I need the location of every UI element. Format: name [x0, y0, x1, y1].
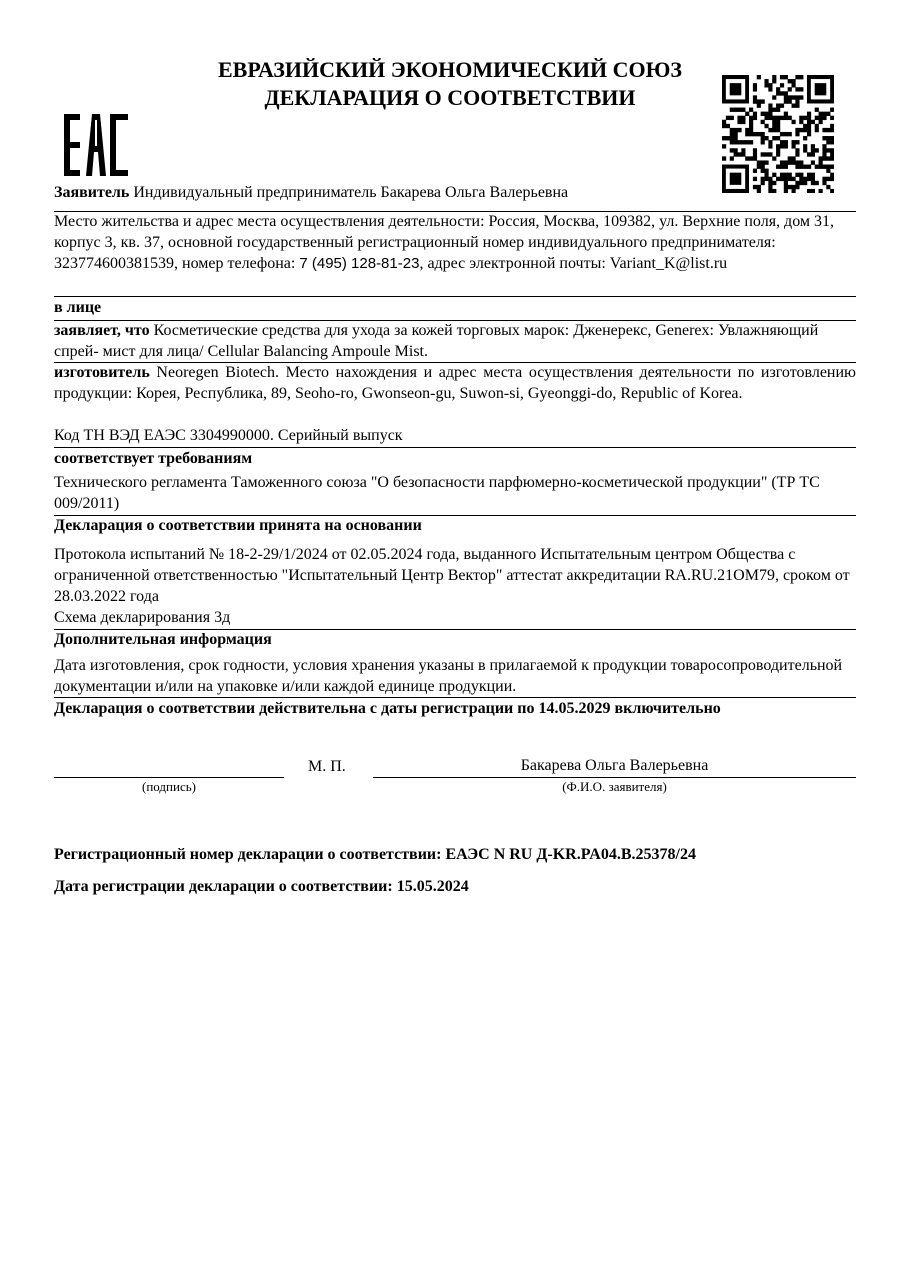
declares-block: [54, 321, 856, 363]
requirements-value: Технического регламента Таможенного союза "О безопасности парфюмерно-косметической продукции" (ТР ТС 009/2011): [54, 474, 820, 512]
email-label: , адрес электронной почты:: [419, 254, 610, 272]
email-address: Variant_K@list.ru: [609, 254, 728, 272]
address-block: [54, 212, 856, 274]
validity-text: Декларация о соответствии действительна с даты регистрации по 14.05.2029 включительно: [54, 700, 721, 717]
applicant-row: [54, 183, 856, 204]
basis-label: Декларация о соответствии принята на основании: [54, 517, 422, 534]
validity-row: [54, 699, 856, 720]
manufacturer-block: [54, 363, 856, 405]
declaration-scheme: Схема декларирования 3д: [54, 609, 231, 626]
registration-date-text: Дата регистрации декларации о соответствии: 15.05.2024: [54, 878, 469, 895]
stamp-label: М. П.: [308, 758, 346, 775]
divider: [54, 697, 856, 698]
name-line: [373, 777, 856, 778]
name-caption: (Ф.И.О. заявителя): [562, 779, 667, 794]
registration-number-text: Регистрационный номер декларации о соответствии: ЕАЭС N RU Д-KR.PA04.B.25378/24: [54, 846, 696, 863]
signature-caption: (подпись): [142, 779, 196, 794]
declares-label: заявляет, что: [54, 322, 150, 339]
in-person-row: [54, 298, 856, 319]
phone-number: 7 (495) 128-81-23: [299, 254, 420, 272]
registration-date: [54, 877, 856, 898]
additional-label: Дополнительная информация: [54, 631, 272, 648]
union-title: ЕВРАЗИЙСКИЙ ЭКОНОМИЧЕСКИЙ СОЮЗ: [217, 57, 683, 82]
document-title: ДЕКЛАРАЦИЯ О СООТВЕТСТВИИ: [264, 85, 636, 110]
additional-value: Дата изготовления, срок годности, условия хранения указаны в прилагаемой к продукции товаросопроводительной документации и/или на упаковке и/или каждой единице продукции.: [54, 657, 843, 695]
applicant-name: Бакарева Ольга Валерьевна: [520, 757, 709, 774]
registration-number: [54, 845, 856, 866]
in-person-label: в лице: [54, 299, 102, 316]
divider: [54, 447, 856, 448]
manufacturer-value: Neoregen Biotech. Место нахождения и адрес места осуществления деятельности по изготовлению продукции: Корея, Республика, 89, Seoho-ro, Gwonseon-gu, Suwon-si, Gyeonggi-do, Republic of Korea.: [54, 364, 857, 402]
qr-code: [722, 75, 834, 198]
basis-row: [54, 516, 856, 537]
manufacturer-label: изготовитель: [54, 364, 150, 381]
declares-value: Косметические средства для ухода за кожей торговых марок: Дженерекс, Generex: Увлажняющий спрей- мист для лица/ Cellular Balancing Ampoule Mist.: [54, 322, 819, 360]
requirements-label: соответствует требованиям: [54, 450, 253, 467]
divider: [54, 296, 856, 297]
applicant-label: Заявитель: [54, 184, 130, 201]
signature-line: [54, 777, 284, 778]
basis-value: Протокола испытаний № 18-2-29/1/2024 от 02.05.2024 года, выданного Испытательным центром Общества с ограниченной ответственностью "Испытательный Центр Вектор" аттестат аккредитации RA.RU.21ОМ79, сроком от 28.03.2022 года: [54, 546, 850, 605]
requirements-row: [54, 449, 856, 470]
applicant-value: Индивидуальный предприниматель Бакарева Ольга Валерьевна: [133, 184, 569, 201]
additional-row: [54, 630, 856, 651]
tn-ved-code: Код ТН ВЭД ЕАЭС 3304990000. Серийный выпуск: [54, 427, 403, 444]
eac-logo: [62, 112, 130, 183]
address-text: Место жительства и адрес места осуществления деятельности: Россия, Москва, 109382, ул. Верхние поля, дом 31, корпус 3, кв. 37, основной государственный регистрационный номер индивидуального предпринимателя: 323774600381539, номер телефона:: [54, 213, 835, 272]
